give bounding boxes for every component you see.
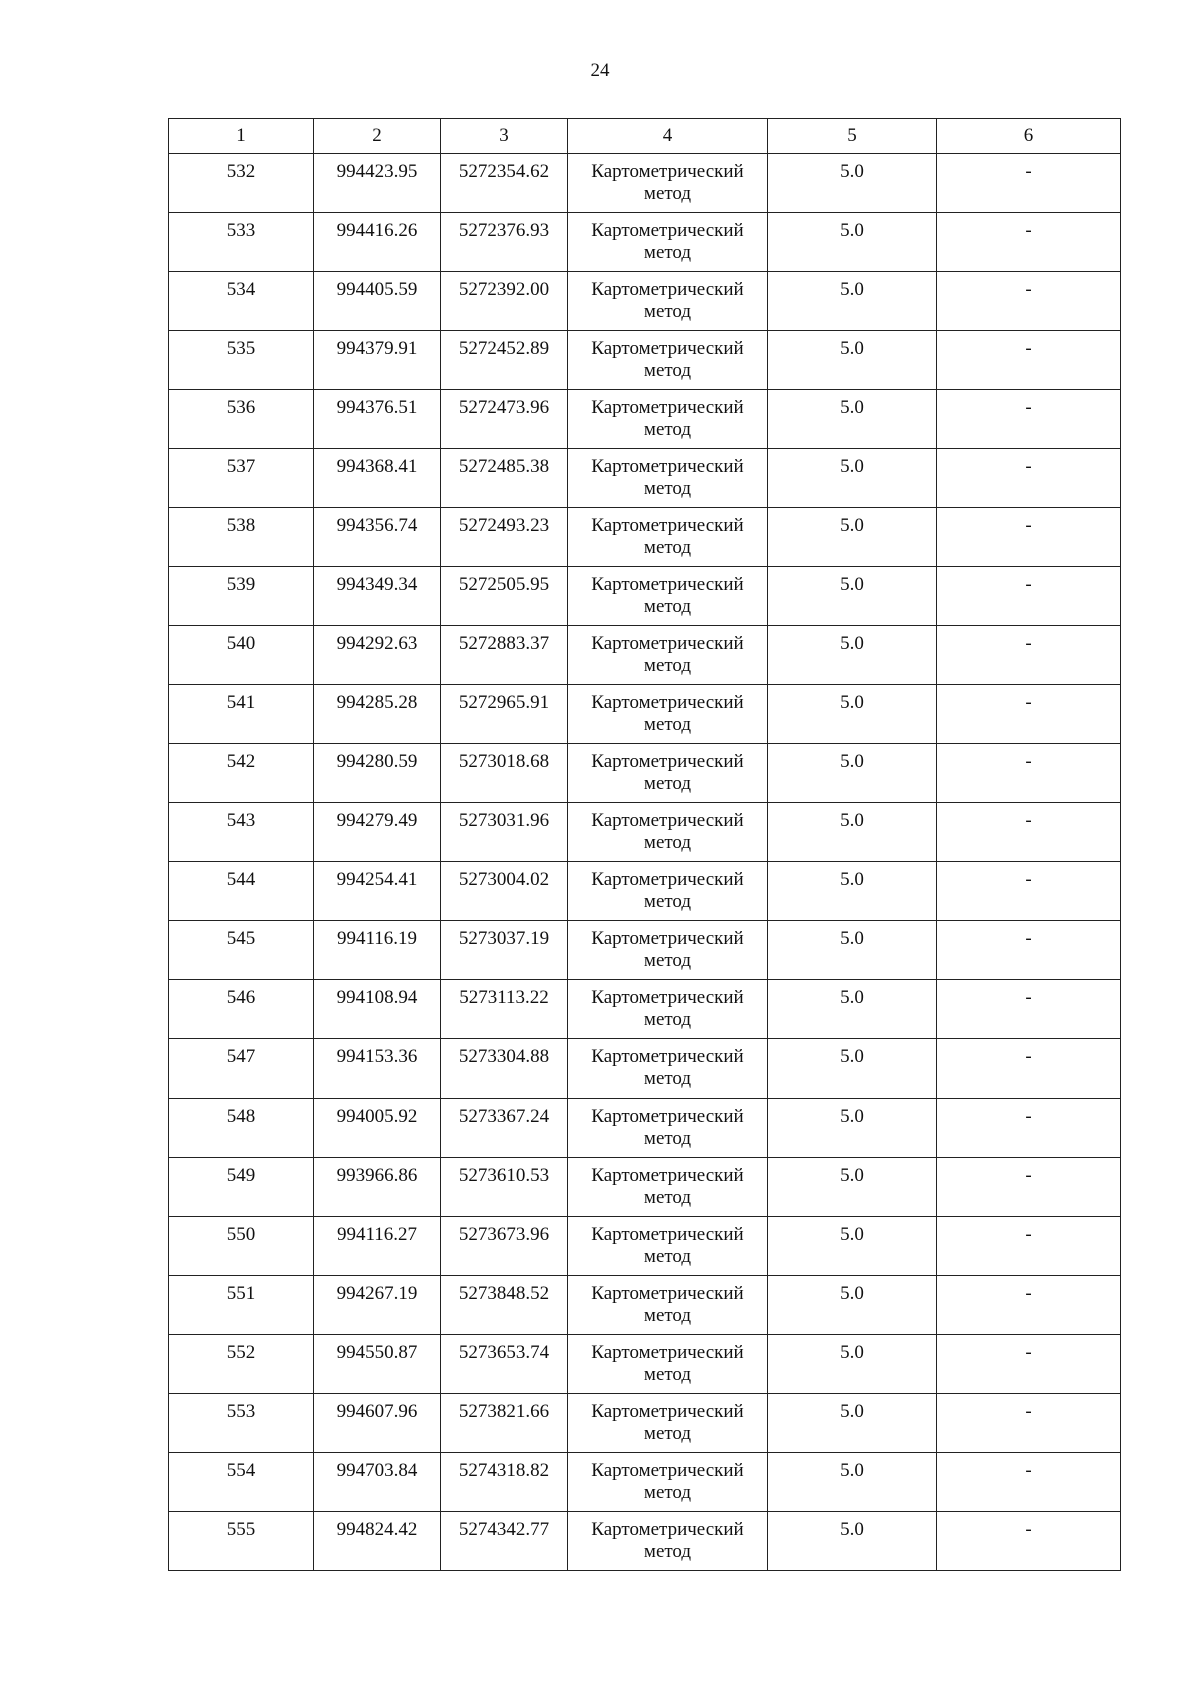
note-cell: - [937,1039,1121,1098]
note-cell: - [937,1393,1121,1452]
y-coordinate-cell: 5273113.22 [441,980,568,1039]
x-coordinate-cell: 994292.63 [314,626,441,685]
table-row [169,685,1121,744]
point-number-cell: 539 [169,567,314,626]
x-coordinate-cell: 994423.95 [314,154,441,213]
point-number-cell: 536 [169,390,314,449]
note-cell: - [937,921,1121,980]
method-line-1: Картометрический [591,338,744,360]
method-cell [568,567,768,626]
y-coordinate-cell: 5272354.62 [441,154,568,213]
note-cell: - [937,213,1121,272]
table-row [169,980,1121,1039]
precision-cell: 5.0 [768,449,937,508]
point-number-cell: 533 [169,213,314,272]
table-header-row [169,119,1121,154]
point-number-cell: 555 [169,1511,314,1570]
table-row [169,449,1121,508]
table-row [169,154,1121,213]
method-cell [568,1511,768,1570]
method-line-2: метод [643,714,692,736]
method-line-2: метод [643,1245,692,1267]
note-cell: - [937,1334,1121,1393]
precision-cell: 5.0 [768,390,937,449]
method-cell [568,1452,768,1511]
method-line-1: Картометрический [591,1046,744,1068]
method-cell [568,1157,768,1216]
method-cell [568,921,768,980]
precision-cell: 5.0 [768,154,937,213]
method-line-1: Картометрический [591,397,744,419]
x-coordinate-cell: 994607.96 [314,1393,441,1452]
x-coordinate-cell: 994280.59 [314,744,441,803]
x-coordinate-cell: 994416.26 [314,213,441,272]
method-line-1: Картометрический [591,633,744,655]
method-line-2: метод [643,478,692,500]
method-cell [568,390,768,449]
precision-cell: 5.0 [768,685,937,744]
column-header: 6 [937,119,1121,154]
method-cell [568,1334,768,1393]
point-number-cell: 537 [169,449,314,508]
precision-cell: 5.0 [768,1098,937,1157]
precision-cell: 5.0 [768,508,937,567]
x-coordinate-cell: 994703.84 [314,1452,441,1511]
method-cell [568,803,768,862]
table-row [169,390,1121,449]
precision-cell: 5.0 [768,213,937,272]
precision-cell: 5.0 [768,567,937,626]
note-cell: - [937,1452,1121,1511]
note-cell: - [937,862,1121,921]
x-coordinate-cell: 994116.19 [314,921,441,980]
table-row [169,331,1121,390]
method-line-1: Картометрический [591,1223,744,1245]
method-line-2: метод [643,1422,692,1444]
method-cell [568,1393,768,1452]
y-coordinate-cell: 5274342.77 [441,1511,568,1570]
precision-cell: 5.0 [768,272,937,331]
y-coordinate-cell: 5272965.91 [441,685,568,744]
precision-cell: 5.0 [768,1157,937,1216]
precision-cell: 5.0 [768,1216,937,1275]
column-header: 2 [314,119,441,154]
table-row [169,1157,1121,1216]
y-coordinate-cell: 5273848.52 [441,1275,568,1334]
method-line-1: Картометрический [591,515,744,537]
table-row [169,803,1121,862]
table-row [169,862,1121,921]
x-coordinate-cell: 994356.74 [314,508,441,567]
table-row [169,1334,1121,1393]
table-row [169,1275,1121,1334]
note-cell: - [937,980,1121,1039]
method-line-2: метод [643,950,692,972]
point-number-cell: 553 [169,1393,314,1452]
method-line-1: Картометрический [591,1105,744,1127]
x-coordinate-cell: 994379.91 [314,331,441,390]
method-line-1: Картометрический [591,987,744,1009]
point-number-cell: 552 [169,1334,314,1393]
method-line-1: Картометрический [591,928,744,950]
point-number-cell: 532 [169,154,314,213]
method-line-2: метод [643,242,692,264]
method-line-2: метод [643,773,692,795]
y-coordinate-cell: 5273367.24 [441,1098,568,1157]
method-cell [568,213,768,272]
table-row [169,213,1121,272]
x-coordinate-cell: 994279.49 [314,803,441,862]
x-coordinate-cell: 994349.34 [314,567,441,626]
table-row [169,744,1121,803]
table-row [169,1039,1121,1098]
table-row [169,921,1121,980]
point-number-cell: 550 [169,1216,314,1275]
method-line-1: Картометрический [591,1282,744,1304]
method-line-2: метод [643,891,692,913]
method-line-1: Картометрический [591,1164,744,1186]
point-number-cell: 534 [169,272,314,331]
precision-cell: 5.0 [768,1452,937,1511]
method-cell [568,272,768,331]
table-body [169,154,1121,1571]
y-coordinate-cell: 5272473.96 [441,390,568,449]
method-line-1: Картометрический [591,1341,744,1363]
point-number-cell: 551 [169,1275,314,1334]
page-number: 24 [590,60,610,81]
method-line-2: метод [643,183,692,204]
point-number-cell: 535 [169,331,314,390]
x-coordinate-cell: 994550.87 [314,1334,441,1393]
note-cell: - [937,803,1121,862]
precision-cell: 5.0 [768,331,937,390]
method-line-2: метод [643,832,692,854]
y-coordinate-cell: 5273018.68 [441,744,568,803]
precision-cell: 5.0 [768,1334,937,1393]
note-cell: - [937,331,1121,390]
x-coordinate-cell: 994267.19 [314,1275,441,1334]
table-row [169,1511,1121,1570]
method-line-1: Картометрический [591,692,744,714]
y-coordinate-cell: 5274318.82 [441,1452,568,1511]
point-number-cell: 538 [169,508,314,567]
method-line-2: метод [643,1186,692,1208]
y-coordinate-cell: 5272376.93 [441,213,568,272]
y-coordinate-cell: 5273004.02 [441,862,568,921]
table-row [169,1393,1121,1452]
method-line-2: метод [643,1304,692,1326]
method-line-1: Картометрический [591,751,744,773]
method-cell [568,862,768,921]
precision-cell: 5.0 [768,862,937,921]
precision-cell: 5.0 [768,921,937,980]
note-cell: - [937,1275,1121,1334]
column-header: 1 [169,119,314,154]
point-number-cell: 547 [169,1039,314,1098]
method-cell [568,744,768,803]
column-header: 4 [568,119,768,154]
y-coordinate-cell: 5273610.53 [441,1157,568,1216]
y-coordinate-cell: 5272493.23 [441,508,568,567]
method-line-2: метод [643,655,692,677]
table-row [169,567,1121,626]
y-coordinate-cell: 5272883.37 [441,626,568,685]
precision-cell: 5.0 [768,1275,937,1334]
note-cell: - [937,744,1121,803]
method-cell [568,508,768,567]
y-coordinate-cell: 5273037.19 [441,921,568,980]
y-coordinate-cell: 5272452.89 [441,331,568,390]
method-line-1: Картометрический [591,574,744,596]
precision-cell: 5.0 [768,744,937,803]
note-cell: - [937,1098,1121,1157]
precision-cell: 5.0 [768,1511,937,1570]
point-number-cell: 543 [169,803,314,862]
table-row [169,272,1121,331]
note-cell: - [937,626,1121,685]
table-row [169,508,1121,567]
method-line-2: метод [643,1540,692,1562]
note-cell: - [937,154,1121,213]
method-cell [568,331,768,390]
precision-cell: 5.0 [768,803,937,862]
x-coordinate-cell: 994368.41 [314,449,441,508]
method-line-1: Картометрический [591,161,744,182]
column-header: 5 [768,119,937,154]
note-cell: - [937,449,1121,508]
x-coordinate-cell: 994153.36 [314,1039,441,1098]
method-cell [568,1098,768,1157]
x-coordinate-cell: 993966.86 [314,1157,441,1216]
x-coordinate-cell: 994005.92 [314,1098,441,1157]
method-line-2: метод [643,537,692,559]
y-coordinate-cell: 5273821.66 [441,1393,568,1452]
method-cell [568,1216,768,1275]
x-coordinate-cell: 994824.42 [314,1511,441,1570]
method-line-2: метод [643,301,692,323]
point-number-cell: 544 [169,862,314,921]
y-coordinate-cell: 5273031.96 [441,803,568,862]
method-cell [568,626,768,685]
note-cell: - [937,390,1121,449]
coordinates-table [168,118,1121,1571]
method-line-2: метод [643,1127,692,1149]
precision-cell: 5.0 [768,626,937,685]
method-line-1: Картометрический [591,1518,744,1540]
method-line-1: Картометрический [591,220,744,242]
column-header: 3 [441,119,568,154]
method-line-2: метод [643,1068,692,1090]
method-line-2: метод [643,1481,692,1503]
table-row [169,626,1121,685]
method-cell [568,1039,768,1098]
note-cell: - [937,1157,1121,1216]
method-cell [568,154,768,213]
method-line-2: метод [643,1363,692,1385]
x-coordinate-cell: 994116.27 [314,1216,441,1275]
note-cell: - [937,272,1121,331]
precision-cell: 5.0 [768,1393,937,1452]
table-row [169,1216,1121,1275]
note-cell: - [937,567,1121,626]
method-line-1: Картометрический [591,456,744,478]
method-line-1: Картометрический [591,1459,744,1481]
point-number-cell: 545 [169,921,314,980]
note-cell: - [937,508,1121,567]
method-line-2: метод [643,419,692,441]
y-coordinate-cell: 5272485.38 [441,449,568,508]
y-coordinate-cell: 5272505.95 [441,567,568,626]
note-cell: - [937,685,1121,744]
x-coordinate-cell: 994376.51 [314,390,441,449]
x-coordinate-cell: 994405.59 [314,272,441,331]
method-line-1: Картометрический [591,1400,744,1422]
table-row [169,1452,1121,1511]
x-coordinate-cell: 994254.41 [314,862,441,921]
point-number-cell: 549 [169,1157,314,1216]
x-coordinate-cell: 994285.28 [314,685,441,744]
method-cell [568,980,768,1039]
y-coordinate-cell: 5273653.74 [441,1334,568,1393]
y-coordinate-cell: 5273673.96 [441,1216,568,1275]
point-number-cell: 554 [169,1452,314,1511]
precision-cell: 5.0 [768,1039,937,1098]
method-cell [568,1275,768,1334]
note-cell: - [937,1511,1121,1570]
method-line-1: Картометрический [591,869,744,891]
point-number-cell: 540 [169,626,314,685]
method-cell [568,685,768,744]
point-number-cell: 542 [169,744,314,803]
point-number-cell: 541 [169,685,314,744]
y-coordinate-cell: 5273304.88 [441,1039,568,1098]
method-line-2: метод [643,1009,692,1031]
x-coordinate-cell: 994108.94 [314,980,441,1039]
note-cell: - [937,1216,1121,1275]
precision-cell: 5.0 [768,980,937,1039]
method-line-2: метод [643,360,692,382]
table-row [169,1098,1121,1157]
method-line-2: метод [643,596,692,618]
method-line-1: Картометрический [591,279,744,301]
point-number-cell: 546 [169,980,314,1039]
point-number-cell: 548 [169,1098,314,1157]
y-coordinate-cell: 5272392.00 [441,272,568,331]
method-line-1: Картометрический [591,810,744,832]
method-cell [568,449,768,508]
